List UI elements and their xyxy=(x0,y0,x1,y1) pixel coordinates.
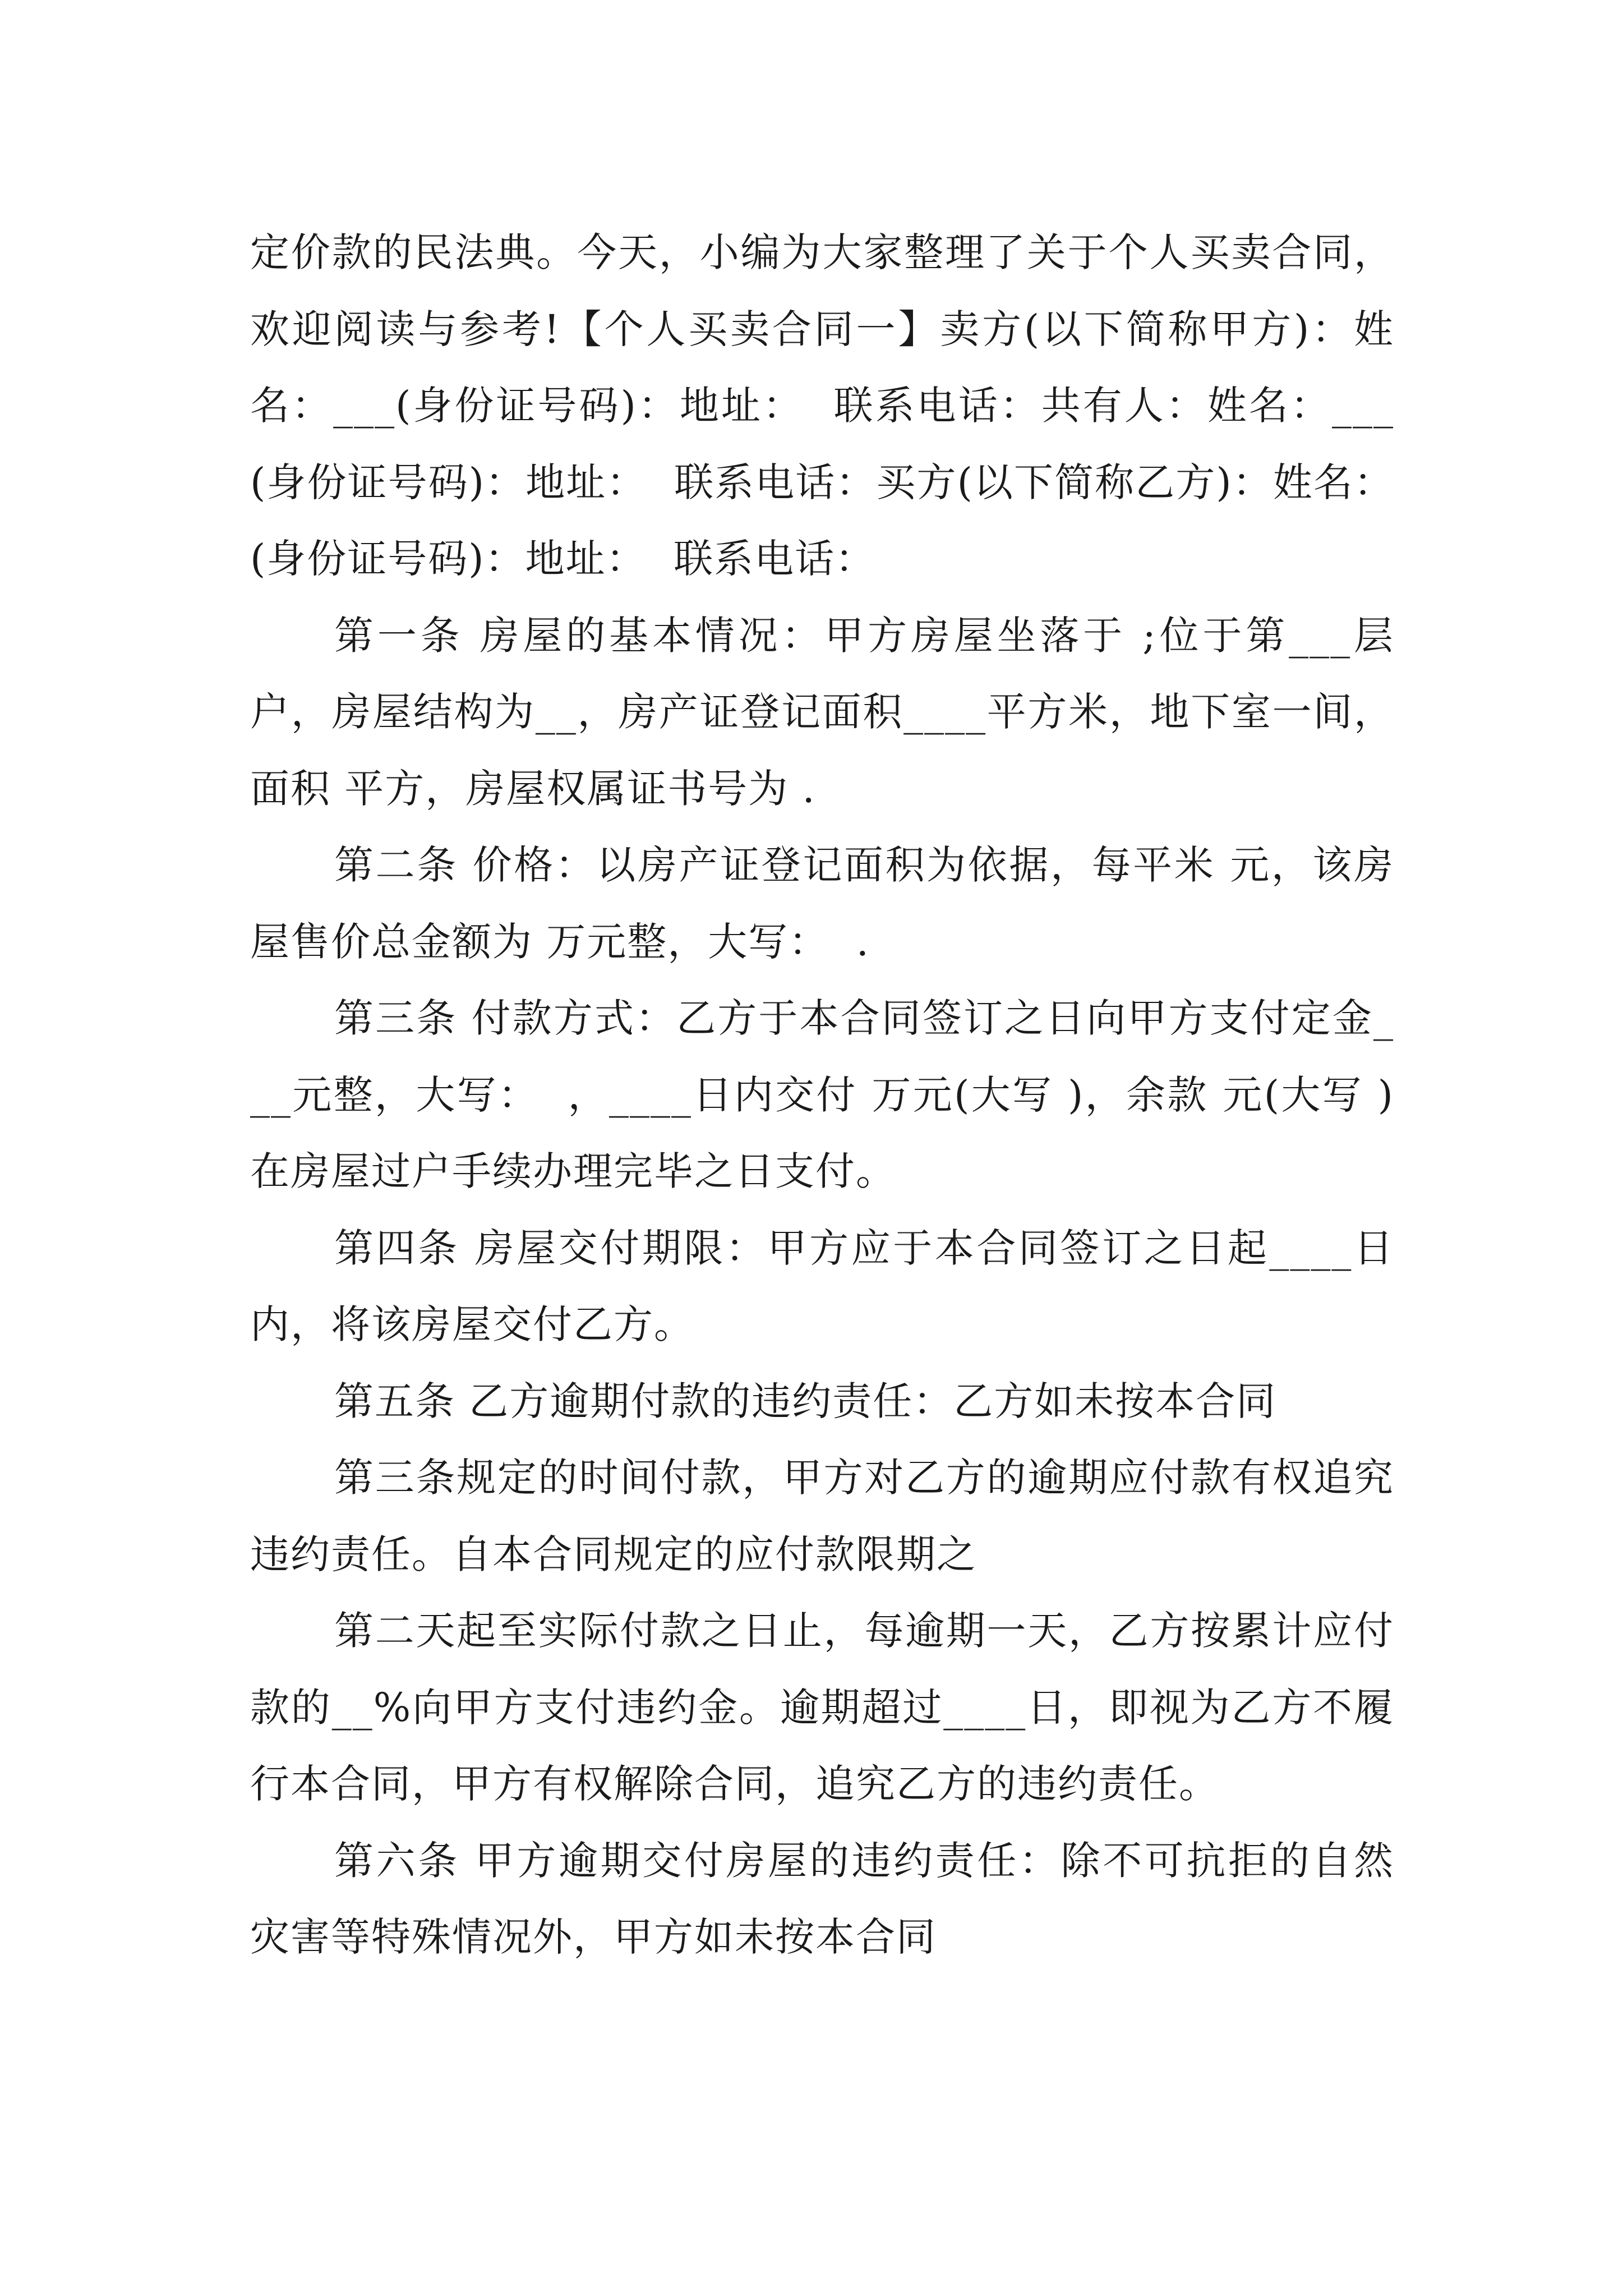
contract-body xyxy=(250,214,1422,1976)
article-4-paragraph: 第四条 房屋交付期限：甲方应于本合同签订之日起____日内，将该房屋交付乙方。 xyxy=(250,1225,1394,1347)
article-5-paragraph: 第五条 乙方逾期付款的违约责任：乙方如未按本合同 xyxy=(334,1378,1277,1424)
article-6-paragraph: 第六条 甲方逾期交付房屋的违约责任：除不可抗拒的自然灾害等特殊情况外，甲方如未按本合同 xyxy=(250,1837,1394,1960)
intro-paragraph: 定价款的民法典。今天，小编为大家整理了关于个人买卖合同，欢迎阅读与参考!【个人买卖合同一】卖方(以下简称甲方)：姓名：___(身份证号码)：地址： 联系电话：共有人：姓名：___(身份证号码)：地址： 联系电话：买方(以下简称乙方)：姓名： (身份证号码)：地址： 联系电话： xyxy=(250,229,1422,582)
article-1-paragraph: 第一条 房屋的基本情况：甲方房屋坐落于 ;位于第___层 户，房屋结构为__，房产证登记面积____平方米，地下室一间，面积 平方，房屋权属证书号为 . xyxy=(250,612,1408,812)
article-5-continued-paragraph: 第三条规定的时间付款，甲方对乙方的逾期应付款有权追究违约责任。自本合同规定的应付款限期之 xyxy=(250,1455,1394,1577)
article-5-penalty-paragraph: 第二天起至实际付款之日止，每逾期一天，乙方按累计应付款的__%向甲方支付违约金。逾期超过____日，即视为乙方不履行本合同，甲方有权解除合同，追究乙方的违约责任。 xyxy=(250,1608,1394,1807)
article-2-paragraph: 第二条 价格：以房产证登记面积为依据，每平米 元，该房屋售价总金额为 万元整，大写： . xyxy=(250,842,1394,965)
article-3-paragraph: 第三条 付款方式：乙方于本合同签订之日向甲方支付定金___元整，大写： ，____日内交付 万元(大写 )，余款 元(大写 )在房屋过户手续办理完毕之日支付。 xyxy=(250,995,1394,1194)
